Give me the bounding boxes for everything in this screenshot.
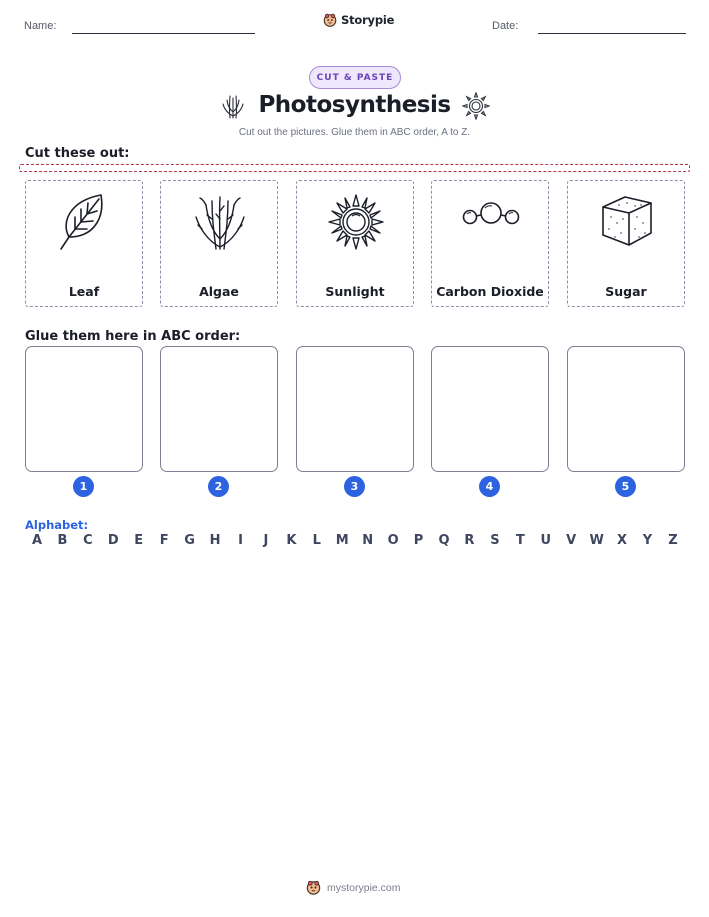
glue-slot-4[interactable] (431, 346, 549, 472)
alphabet-letter: T (515, 533, 525, 548)
cut-card-leaf[interactable] (25, 180, 143, 307)
card-label-algae: Algae (199, 284, 239, 299)
date-line[interactable] (538, 33, 686, 34)
cut-line (19, 164, 690, 172)
name-label: Name: (24, 20, 57, 32)
sun-icon (462, 92, 490, 120)
alphabet-letter: J (263, 533, 269, 548)
alphabet-letter: H (209, 533, 221, 548)
slot-number-4: 4 (479, 476, 500, 497)
sun-icon (326, 189, 386, 255)
leaf-icon (55, 189, 115, 255)
alphabet-letter: L (312, 533, 321, 548)
cut-paste-badge: CUT & PASTE (309, 66, 401, 89)
storypie-mascot-icon (323, 13, 337, 27)
cut-card-sunlight[interactable] (296, 180, 414, 307)
molecule-icon (451, 189, 531, 255)
alphabet-letter: I (238, 533, 243, 548)
alphabet-letter: M (335, 533, 349, 548)
brand-logo (323, 13, 394, 27)
card-label-leaf: Leaf (68, 284, 100, 299)
alphabet-letter: A (31, 533, 43, 548)
alphabet-letter: N (362, 533, 374, 548)
footer (306, 880, 401, 895)
alphabet-letter: C (83, 533, 93, 548)
alphabet-letter: R (464, 533, 475, 548)
alphabet-letter: O (387, 533, 399, 548)
alphabet-letter: F (159, 533, 169, 548)
alphabet-letter: D (107, 533, 119, 548)
card-label-carbon-dioxide: Carbon Dioxide (436, 284, 544, 299)
alphabet-letter: G (184, 533, 195, 548)
slot-number-3: 3 (344, 476, 365, 497)
alphabet-letter: Q (438, 533, 450, 548)
alphabet-row (25, 533, 685, 548)
alphabet-letter: B (57, 533, 68, 548)
alphabet-letter: E (134, 533, 144, 548)
storypie-mascot-icon (306, 880, 321, 895)
cut-card-algae[interactable] (160, 180, 278, 307)
cut-section-heading: Cut these out: (25, 146, 130, 161)
footer-url[interactable]: mystorypie.com (327, 881, 401, 894)
slot-number-1: 1 (73, 476, 94, 497)
algae-icon (190, 189, 250, 255)
brand-name: Storypie (341, 13, 395, 27)
sugar-cube-icon (597, 189, 657, 255)
glue-section-heading: Glue them here in ABC order: (25, 329, 241, 344)
glue-slot-2[interactable] (160, 346, 278, 472)
slot-number-5: 5 (615, 476, 636, 497)
alphabet-letter: W (589, 533, 604, 548)
date-label: Date: (492, 20, 519, 32)
alphabet-letter: P (413, 533, 424, 548)
slot-number-2: 2 (208, 476, 229, 497)
card-label-sugar: Sugar (605, 284, 647, 299)
glue-slot-5[interactable] (567, 346, 685, 472)
alphabet-letter: Y (642, 533, 653, 548)
glue-slot-3[interactable] (296, 346, 414, 472)
alphabet-letter: Z (668, 533, 678, 548)
alphabet-letter: U (540, 533, 552, 548)
page-title: Photosynthesis (258, 92, 451, 118)
alphabet-heading: Alphabet: (25, 518, 89, 532)
cut-card-sugar[interactable] (567, 180, 685, 307)
alphabet-letter: S (490, 533, 500, 548)
glue-slot-1[interactable] (25, 346, 143, 472)
alphabet-letter: K (286, 533, 297, 548)
card-label-sunlight: Sunlight (325, 284, 385, 299)
alphabet-letter: V (566, 533, 577, 548)
cut-card-carbon-dioxide[interactable] (431, 180, 549, 307)
name-line[interactable] (72, 33, 255, 34)
instructions: Cut out the pictures. Glue them in ABC order, A to Z. (238, 127, 471, 138)
alphabet-letter: X (617, 533, 628, 548)
